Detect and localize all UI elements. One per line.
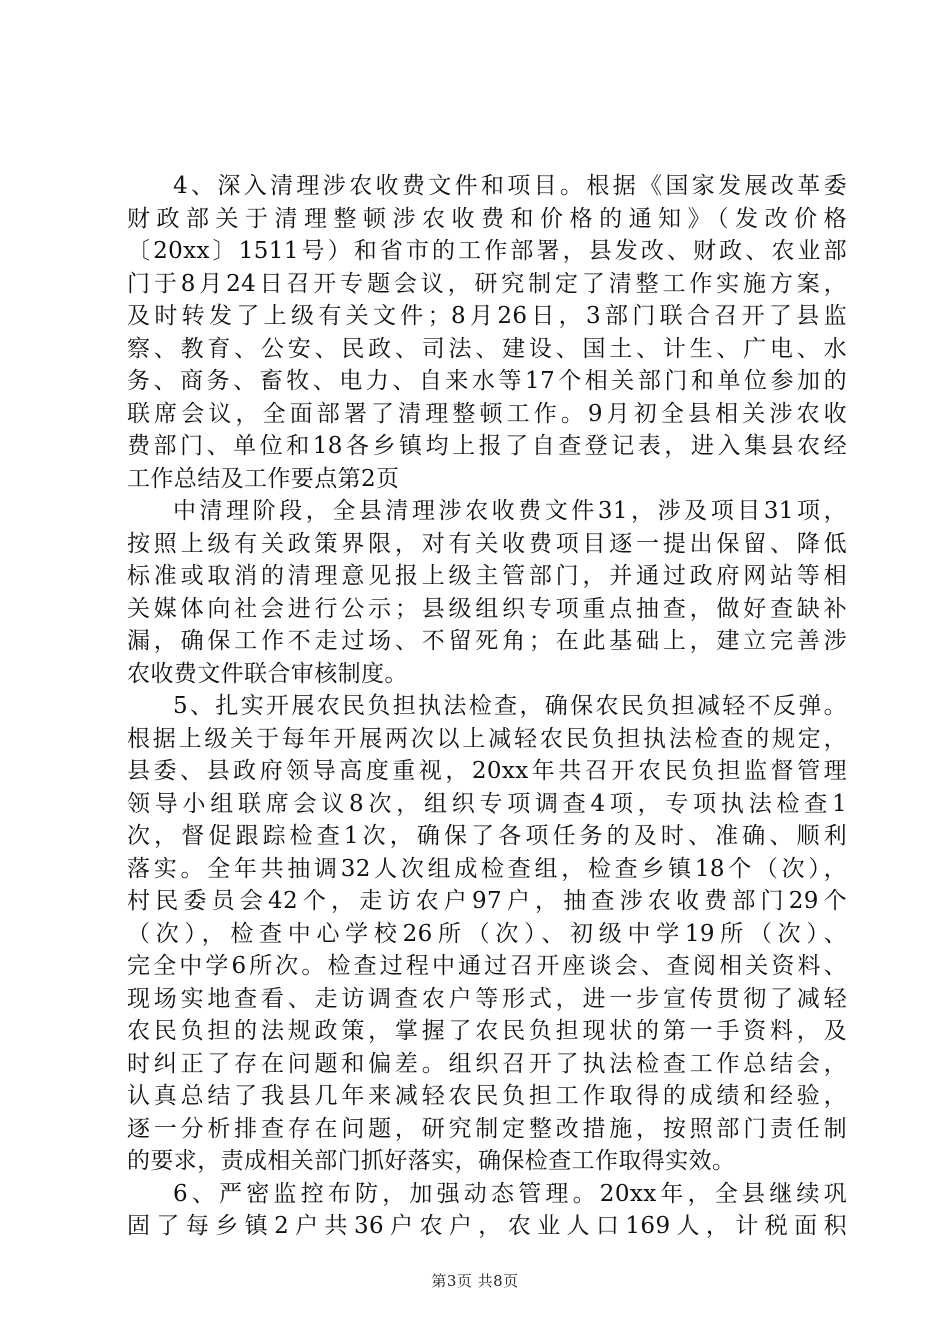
text-line: 逐一分析排查存在问题，研究制定整改措施，按照部门责任制 [127, 1115, 847, 1142]
text-line: 按照上级有关政策界限，对有关收费项目逐一提出保留、降低 [127, 530, 847, 557]
text-line: 工作总结及工作要点第2页 [127, 465, 400, 492]
text-line: 务、商务、畜牧、电力、自来水等17个相关部门和单位参加的 [127, 368, 847, 394]
text-line: 领导小组联席会议8次，组织专项调查4项，专项执法检查1 [127, 790, 847, 817]
text-line: （次），检查中心学校26所（次）、初级中学19所（次）、 [127, 920, 847, 947]
document-body [127, 170, 847, 1243]
text-line: 农民负担的法规政策，掌握了农民负担现状的第一手资料，及 [127, 1018, 847, 1044]
text-line: 农收费文件联合审核制度。 [127, 660, 408, 687]
text-line: 6、严密监控布防，加强动态管理。20xx年，全县继续巩 [173, 1180, 847, 1207]
text-line: 县委、县政府领导高度重视，20xx年共召开农民负担监督管理 [127, 758, 847, 784]
text-line: 关媒体向社会进行公示；县级组织专项重点抽查，做好查缺补 [127, 595, 847, 622]
text-line: 门于8月24日召开专题会议，研究制定了清整工作实施方案， [127, 270, 847, 297]
page-footer: 第3页 共8页 [431, 1272, 519, 1290]
text-line: 财政部关于清理整顿涉农收费和价格的通知》（发改价格 [127, 205, 847, 232]
text-line: 现场实地查看、走访调查农户等形式，进一步宣传贯彻了减轻 [127, 985, 847, 1012]
text-line: 时纠正了存在问题和偏差。组织召开了执法检查工作总结会， [127, 1050, 847, 1077]
text-line: 次，督促跟踪检查1次，确保了各项任务的及时、准确、顺利 [127, 823, 847, 849]
text-line: 5、扎实开展农民负担执法检查，确保农民负担减轻不反弹。 [173, 693, 847, 719]
text-line: 标准或取消的清理意见报上级主管部门，并通过政府网站等相 [127, 563, 847, 589]
text-line: 落实。全年共抽调32人次组成检查组，检查乡镇18个（次）， [127, 855, 847, 882]
text-line: 联席会议，全面部署了清理整顿工作。9月初全县相关涉农收 [127, 400, 847, 427]
text-line: 完全中学6所次。检查过程中通过召开座谈会、查阅相关资料、 [127, 953, 847, 979]
text-line: 4、深入清理涉农收费文件和项目。根据《国家发展改革委 [173, 173, 847, 199]
text-line: 〔20xx〕1511号）和省市的工作部署，县发改、财政、农业部 [127, 238, 847, 264]
text-line: 固了每乡镇2户共36户农户，农业人口169人，计税面积 [127, 1213, 847, 1239]
text-line: 村民委员会42个，走访农户97户，抽查涉农收费部门29个 [127, 888, 847, 914]
text-line: 中清理阶段，全县清理涉农收费文件31，涉及项目31项， [173, 498, 847, 524]
text-line: 费部门、单位和18各乡镇均上报了自查登记表，进入集县农经 [127, 433, 847, 459]
text-line: 的要求，责成相关部门抓好落实，确保检查工作取得实效。 [127, 1148, 736, 1174]
text-line: 察、教育、公安、民政、司法、建设、国土、计生、广电、水 [127, 335, 847, 362]
text-line: 及时转发了上级有关文件；8月26日，3部门联合召开了县监 [127, 303, 847, 329]
text-line: 认真总结了我县几年来减轻农民负担工作取得的成绩和经验， [127, 1083, 847, 1109]
text-line: 根据上级关于每年开展两次以上减轻农民负担执法检查的规定， [127, 725, 847, 752]
text-line: 漏，确保工作不走过场、不留死角；在此基础上，建立完善涉 [127, 628, 847, 654]
